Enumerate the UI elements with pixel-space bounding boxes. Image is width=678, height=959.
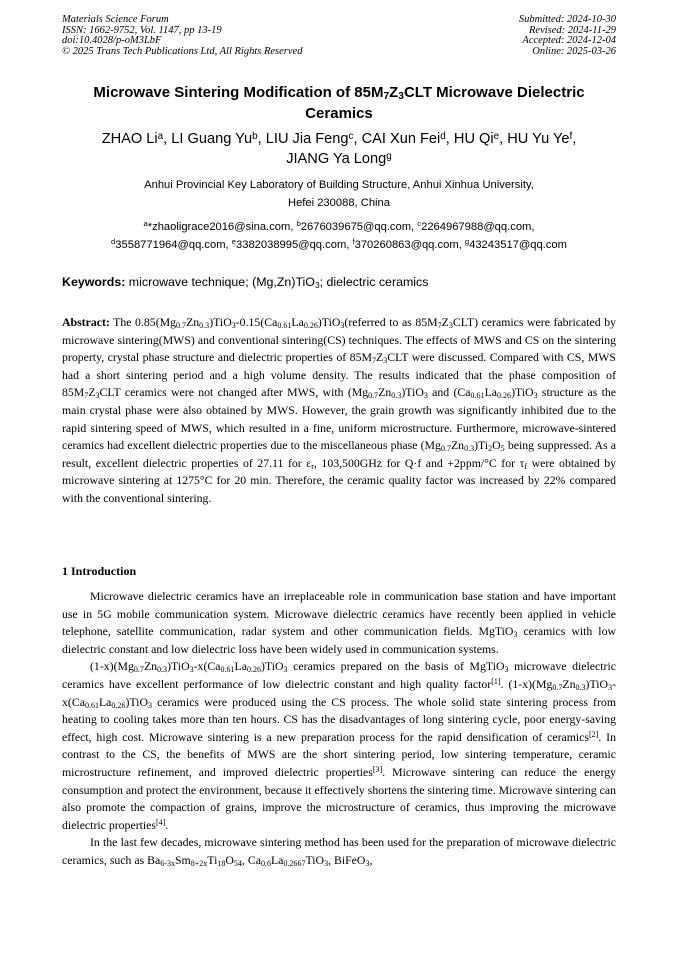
keywords-text: microwave technique; (Mg,Zn)TiO [125, 275, 315, 289]
paragraph: $(1-x)(Mg_{0.7}Zn_{0.3})TiO_3-x(Ca_{0.61}La_{0.26})TiO_3$ ceramics prepared on the basis of MgTiO$_3$ microwave dielectric ceramics have excellent performance of low dielectric constant and high quality factor[1]. $(1-x)(Mg_{0.7}Zn_{0.3})TiO_3-x(Ca_{0.61}La_{0.26})TiO_3$ ceramics were produced using the CS process. The whole solid state sintering process from heating to cooling takes more than ten hours. CS has the disadvantages of long sintering cycle, poor energy-saving effect, high cost. Microwave sintering is a new preparation process for the rapid densification of ceramics[2]. In contrast to the CS, the benefits of MWS are the short sintering period, low sintering temperature, ceramic microstructure refinement, and improved dielectric properties[3]. Microwave sintering can reduce the energy consumption and protect the environment, because it effectively shortens the sintering time. Microwave sintering can also promote the compaction of grains, improve the microstructure of ceramics, thus improving the microwave dielectric properties[4]. [62, 659, 617, 832]
abstract-label: Abstract: [62, 315, 110, 329]
title-text: Microwave Sintering Modification of 85M [93, 84, 384, 101]
journal-header [62, 15, 302, 57]
author: CAI Xun Fei$^d$, [361, 131, 454, 147]
title-text: Z [389, 84, 399, 101]
date-accepted: Accepted: 2024-12-04 [522, 35, 616, 47]
citation[interactable]: [4] [156, 817, 166, 827]
author: LI Guang Yu$^b$, [171, 131, 266, 147]
affiliation-line: Hefei 230088, China [287, 197, 390, 209]
date-online: Online: 2025-03-26 [532, 45, 616, 57]
title-subscript: 3 [398, 91, 404, 102]
dates-header [519, 15, 616, 57]
email[interactable]: $^a$*zhaoligrace2016@sina.com, [143, 219, 297, 233]
title-subscript: 7 [383, 91, 390, 102]
author: HU Qi$^e$, [453, 131, 508, 147]
author: LIU Jia Feng$^c$, [265, 131, 362, 147]
keywords-label: Keywords: [62, 275, 126, 289]
email-line [62, 236, 616, 254]
email-list [62, 218, 616, 254]
email[interactable]: $^b$2676039675@qq.com, [296, 219, 418, 233]
keywords-subscript: 3 [314, 280, 320, 290]
email[interactable]: $^d$3558771964@qq.com, [111, 237, 232, 251]
email-line [62, 218, 616, 236]
title-text: CLT Microwave Dielectric Ceramics [305, 84, 585, 122]
author-list [62, 129, 616, 169]
journal-doi: doi:10.4028/p-oM3LbF [62, 35, 162, 47]
author: HU Yu Ye$^f$, [507, 131, 577, 147]
author: JIANG Ya Long$^g$ [286, 151, 392, 167]
keywords-text: ; dielectric ceramics [319, 275, 429, 289]
email[interactable]: $^c$2264967988@qq.com, [417, 219, 535, 233]
email[interactable]: $^e$3382038995@qq.com, [231, 237, 353, 251]
paper-title [62, 82, 616, 124]
date-revised: Revised: 2024-11-29 [529, 24, 616, 36]
citation[interactable]: [2] [589, 729, 599, 739]
journal-name: Materials Science Forum [62, 14, 169, 25]
email[interactable]: $^f$370260863@qq.com, [352, 237, 465, 251]
citation[interactable]: [1] [491, 676, 501, 686]
citation[interactable]: [3] [372, 764, 383, 774]
paragraph: Microwave dielectric ceramics have an irreplaceable role in communication base station and have important use in 5G mobile communication system. Microwave dielectric ceramics have recently been applied in vehicle telephone, satellite communication, radar system and other communication fields. MgTiO$_3$ ceramics with low dielectric constant and low dielectric loss have been widely used in communication systems. [62, 589, 616, 656]
affiliation [62, 176, 616, 212]
journal-copyright: © 2025 Trans Tech Publications Ltd, All Rights Reserved [62, 45, 303, 57]
paragraph: In the last few decades, microwave sintering method has been used for the preparation of microwave dielectric ceramics, such as $Ba_{6-3x}Sm_{8+2x}Ti_{18}O_{54}$, $Ca_{0.6}La_{0.2667}TiO_3$, BiFeO$_3$, [62, 835, 616, 868]
abstract: Abstract: The $0.85(Mg_{0.7}Zn_{0.3})TiO_3-0.15(Ca_{0.61}La_{0.26})TiO_3(referred$ to as $85M_7Z_3CLT$) ceramics were fabricated by microwave sintering(MWS) and conventional sintering(CS) techniques. The effects of MWS and CS on the sintering property, crystal phase structure and dielectric properties of $85M_7Z_3CLT$ were discussed. Compared with CS, MWS had a short sintering period and a high volume density. The results indicated that the phase composition of $85M_7Z_3CLT$ ceramics were not changed after MWS, with $(Mg_{0.7}Zn_{0.3})TiO_3$ and $(Ca_{0.61}La_{0.26})TiO_3$ structure as the main crystal phase were also obtained by MWS. However, the grain growth was significantly inhibited due to the rapid sintering speed of MWS, which resulted in a fine, uniform microstructure. Furthermore, microwave-sintered ceramics had excellent dielectric properties due to the miscellaneous phase $(Mg_{0.7}Zn_{0.3})Ti_2O_5$ being suppressed. As a result, excellent dielectric properties of 27.11 for $\varepsilon_r$, 103,500GHz for Q·f and +2ppm/°C for $\tau_f$ were obtained by microwave sintering at 1275°C for 20 min. Therefore, the ceramic quality factor was increased by 22% compared with the conventional sintering. [62, 315, 617, 505]
introduction-body [62, 588, 616, 870]
author: ZHAO Li$^a$, [101, 131, 172, 147]
journal-issn: ISSN: 1662-9752, Vol. 1147, pp 13-19 [62, 24, 222, 36]
email[interactable]: $^g$43243517@qq.com [464, 237, 567, 251]
date-submitted: Submitted: 2024-10-30 [518, 14, 616, 25]
keywords [62, 274, 616, 290]
affiliation-line: Anhui Provincial Key Laboratory of Building Structure, Anhui Xinhua University, [144, 179, 534, 191]
section-heading: 1 Introduction [62, 564, 137, 578]
